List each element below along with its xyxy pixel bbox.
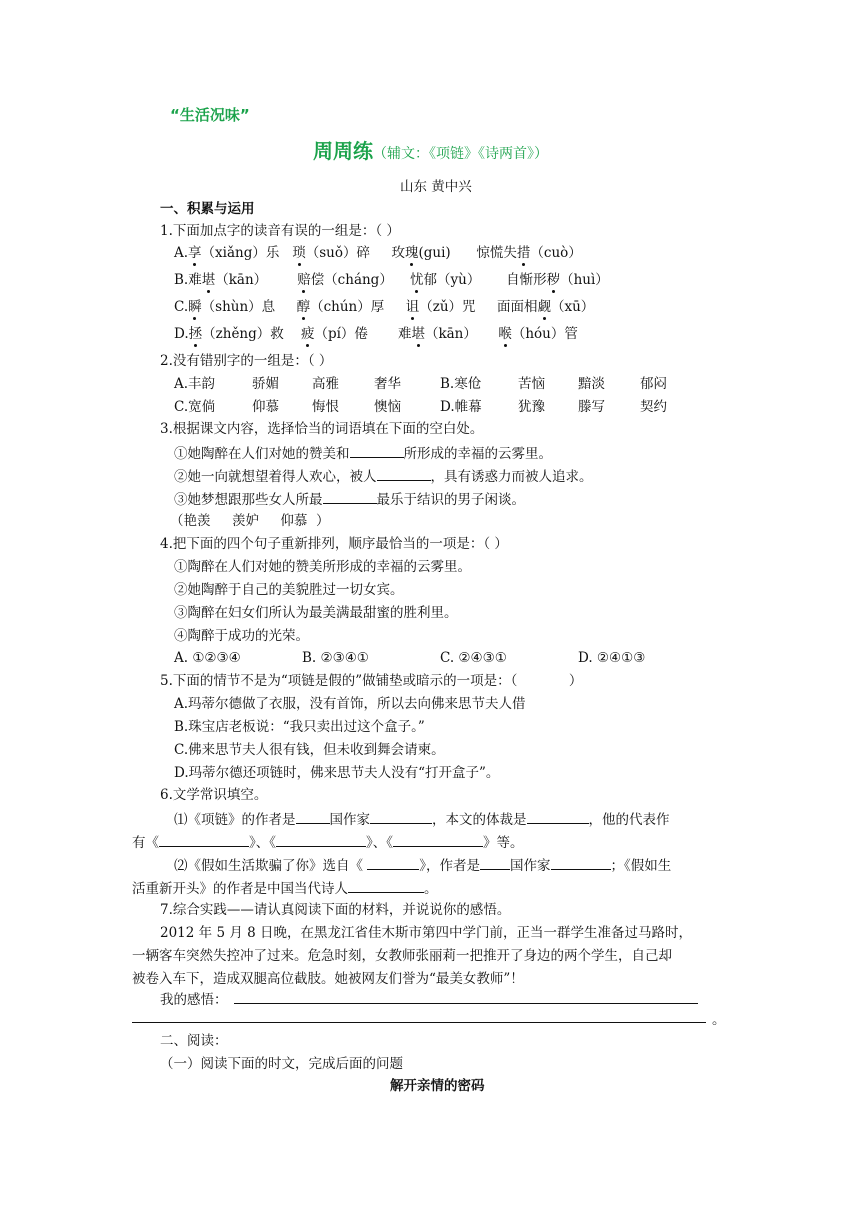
q5-option-b: B.珠宝店老板说：“我只卖出过这个盒子。” xyxy=(174,719,425,735)
reading-title: 解开亲情的密码 xyxy=(390,1078,485,1094)
q3-blank-1[interactable] xyxy=(350,443,404,458)
q7-answer-line-1[interactable] xyxy=(234,1003,698,1004)
q1-option-c: C.瞬（shùn）息 醇（chún）厚 诅（zǔ）咒 面面相觑（xū） xyxy=(174,299,595,315)
q6-blank-work-2[interactable] xyxy=(276,832,366,847)
q6-blank-work-3[interactable] xyxy=(393,832,483,847)
q2-stem: 2.没有错别字的一组是：（ ） xyxy=(160,353,333,369)
q6-blank-work-1[interactable] xyxy=(159,832,249,847)
q4-sentence-2: ②她陶醉于自己的美貌胜过一切女宾。 xyxy=(174,582,404,598)
q5-option-a: A.玛蒂尔德做了衣服，没有首饰，所以去向佛来思节夫人借 xyxy=(174,696,526,712)
section2-subheading: （一）阅读下面的时文，完成后面的问题 xyxy=(160,1056,403,1072)
q4-sentence-3: ③陶醉在妇女们所认为最美满最甜蜜的胜利里。 xyxy=(174,605,458,621)
section2-heading: 二、阅读： xyxy=(160,1033,228,1049)
q4-options: A. ①②③④ B. ②③④① C. ②④③① D. ②④①③ xyxy=(174,650,646,666)
q6-blank-author[interactable] xyxy=(370,809,432,824)
section1-heading: 一、积累与运用 xyxy=(160,201,255,217)
title-main: 周周练 xyxy=(313,139,373,163)
q5-stem: 5.下面的情节不是为“项链是假的”做铺垫或暗示的一项是：（ ） xyxy=(160,673,583,689)
q7-feel-label: 我的感悟： xyxy=(160,992,228,1008)
q6-blank-country-2[interactable] xyxy=(480,855,510,870)
q6-stem: 6.文学常识填空。 xyxy=(160,787,268,803)
q1-stem: 1.下面加点字的读音有误的一组是：（ ） xyxy=(160,223,400,239)
q1-option-a: A.享（xiǎng）乐 琐（suǒ）碎 玫瑰(gui) 惊慌失措（cuò） xyxy=(174,245,582,261)
q6-blank-collection[interactable] xyxy=(367,855,419,870)
q7-end-mark: 。 xyxy=(712,1012,726,1028)
q1-option-b: B.难堪（kān） 赔偿（cháng） 忧郁（yù） 自惭形秽（huì） xyxy=(174,272,609,288)
q3-sentence-1: ①她陶醉在人们对她的赞美和 所形成的幸福的云雾里。 xyxy=(174,443,552,463)
q5-option-c: C.佛来思节夫人很有钱，但未收到舞会请柬。 xyxy=(174,742,445,758)
q5-option-d: D.玛蒂尔德还项链时，佛来思节夫人没有“打开盒子”。 xyxy=(174,765,500,781)
q1-option-d: D.拯（zhěng）救 疲（pí）倦 难堪（kān） 喉（hóu）管 xyxy=(174,326,578,342)
page-title xyxy=(313,138,548,167)
header-tag: “生活况味” xyxy=(170,106,250,124)
q3-options: （艳羡 羡妒 仰慕 ） xyxy=(170,513,330,529)
q3-sentence-2: ②她一向就想望着得人欢心，被人 ，具有诱惑力而被人追求。 xyxy=(174,466,593,486)
q6-blank-genre[interactable] xyxy=(527,809,589,824)
q6-part1-line1: ⑴《项链》的作者是 国作家 ，本文的体裁是 ，他的代表作 xyxy=(174,809,670,829)
q3-blank-3[interactable] xyxy=(323,489,377,504)
q6-part2-line1: ⑵《假如生活欺骗了你》选自《 》，作者是 国作家 ；《假如生 xyxy=(174,855,671,875)
q6-blank-author-2[interactable] xyxy=(551,855,611,870)
author-line: 山东 黄中兴 xyxy=(400,179,472,195)
q6-blank-poet[interactable] xyxy=(348,878,424,893)
q3-blank-2[interactable] xyxy=(377,466,431,481)
q6-part2-line2: 活重新开头》的作者是中国当代诗人 。 xyxy=(132,878,438,898)
q4-sentence-1: ①陶醉在人们对她的赞美所形成的幸福的云雾里。 xyxy=(174,559,471,575)
q7-material-1: 2012 年 5 月 8 日晚，在黑龙江省佳木斯市第四中学门前，正当一群学生准备过马路时， xyxy=(160,925,692,941)
q3-sentence-3: ③她梦想跟那些女人所最 最乐于结识的男子闲谈。 xyxy=(174,489,525,509)
q2-row-ab: A.丰韵 骄媚 高雅 奢华 B.寒伧 苦恼 黯淡 郁闷 xyxy=(174,376,667,392)
q7-material-2: 一辆客车突然失控冲了过来。危急时刻，女教师张丽莉一把推开了身边的两个学生，自己却 xyxy=(132,948,672,964)
q7-material-3: 被卷入车下，造成双腿高位截肢。她被网友们誉为“最美女教师”！ xyxy=(132,971,524,987)
q7-answer-line-2[interactable] xyxy=(132,1022,706,1023)
title-sub: （辅文：《项链》《诗两首》） xyxy=(373,146,548,162)
q6-blank-country[interactable] xyxy=(296,809,330,824)
q4-stem: 4.把下面的四个句子重新排列，顺序最恰当的一项是：（ ） xyxy=(160,536,508,552)
q2-row-cd: C.宽倘 仰慕 悔恨 懊恼 D.帷幕 犹豫 滕写 契约 xyxy=(174,399,667,415)
q4-sentence-4: ④陶醉于成功的光荣。 xyxy=(174,628,309,644)
q3-stem: 3.根据课文内容，选择恰当的词语填在下面的空白处。 xyxy=(160,421,484,437)
q7-stem: 7.综合实践——请认真阅读下面的材料，并说说你的感悟。 xyxy=(160,902,511,918)
q6-part1-line2: 有《 》、《 》、《 》等。 xyxy=(132,832,524,852)
